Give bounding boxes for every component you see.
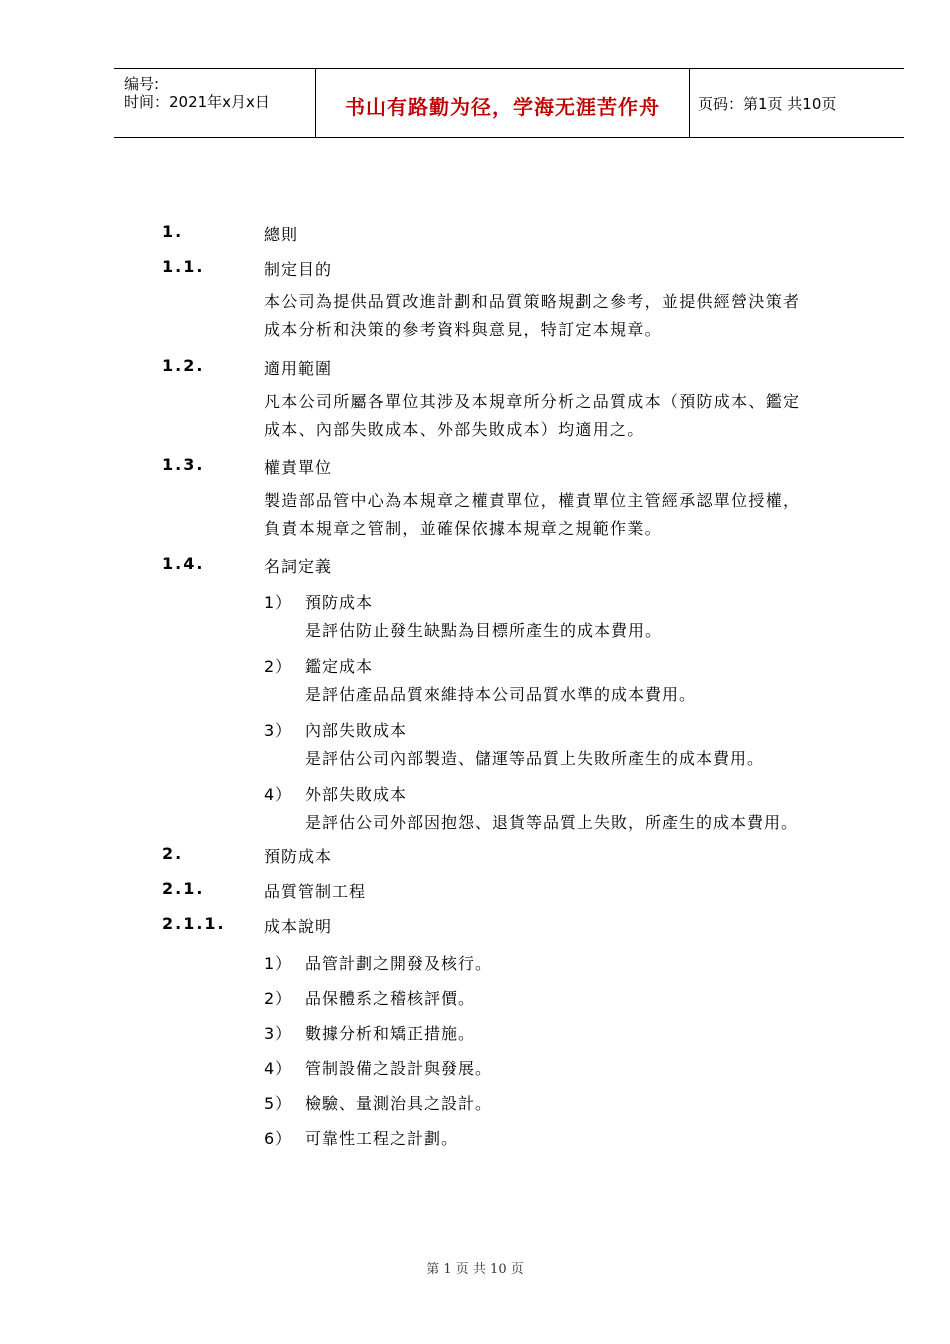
- section-title: 名詞定義: [264, 557, 333, 576]
- list-number: 6）: [264, 1129, 293, 1148]
- list-number: 4）: [264, 785, 293, 804]
- paragraph: [264, 487, 864, 543]
- serial-label: 编号:: [124, 75, 160, 93]
- paragraph-line: 本公司為提供品質改進計劃和品質策略規劃之參考，並提供經營決策者: [264, 292, 801, 311]
- section-number: 1.3.: [162, 455, 205, 474]
- section-number: 1.4.: [162, 554, 205, 573]
- page-header: [114, 68, 904, 138]
- list-text: 檢驗、量測治具之設計。: [305, 1094, 493, 1113]
- header-slogan-cell: [315, 69, 690, 137]
- list-number: 1）: [264, 593, 293, 612]
- definition-text: 是評估產品品質來維持本公司品質水準的成本費用。: [305, 685, 697, 704]
- section-number: 2.: [162, 844, 184, 863]
- term: 鑑定成本: [305, 657, 374, 676]
- page-footer: 第 1 页 共 10 页: [426, 1262, 524, 1277]
- list-text: 可靠性工程之計劃。: [305, 1129, 459, 1148]
- paragraph-line: 製造部品管中心為本規章之權責單位，權責單位主管經承認單位授權，: [264, 491, 801, 510]
- list-number: 4）: [264, 1059, 293, 1078]
- date-label: 时间：2021年x月x日: [124, 93, 270, 111]
- page-number-label: 页码：第1页 共10页: [698, 95, 837, 113]
- list-text: 管制設備之設計與發展。: [305, 1059, 493, 1078]
- section-number: 1.2.: [162, 356, 205, 375]
- paragraph-line: 成本、內部失敗成本、外部失敗成本）均適用之。: [264, 420, 645, 439]
- list-number: 5）: [264, 1094, 293, 1113]
- section-number: 1.: [162, 222, 184, 241]
- section-title: 品質管制工程: [264, 882, 367, 901]
- section-title: 適用範圍: [264, 359, 333, 378]
- section-title: 預防成本: [264, 847, 333, 866]
- list-text: 數據分析和矯正措施。: [305, 1024, 476, 1043]
- paragraph: [264, 388, 864, 444]
- section-number: 2.1.: [162, 879, 205, 898]
- definition-text: 是評估公司內部製造、儲運等品質上失敗所產生的成本費用。: [305, 749, 765, 768]
- section-number: 1.1.: [162, 257, 205, 276]
- paragraph-line: 成本分析和決策的參考資料與意見，特訂定本規章。: [264, 320, 662, 339]
- term: 預防成本: [305, 593, 374, 612]
- section-title: 權責單位: [264, 458, 333, 477]
- definition-text: 是評估防止發生缺點為目標所產生的成本費用。: [305, 621, 663, 640]
- section-title: 總則: [264, 225, 299, 244]
- list-number: 2）: [264, 989, 293, 1008]
- header-info-cell: [114, 69, 314, 137]
- list-text: 品保體系之稽核評價。: [305, 989, 476, 1008]
- slogan: 书山有路勤为径，学海无涯苦作舟: [345, 95, 660, 119]
- paragraph-line: 負責本規章之管制，並確保依據本規章之規範作業。: [264, 519, 662, 538]
- list-number: 3）: [264, 721, 293, 740]
- section-title: 制定目的: [264, 260, 333, 279]
- term: 外部失敗成本: [305, 785, 408, 804]
- list-number: 3）: [264, 1024, 293, 1043]
- paragraph-line: 凡本公司所屬各單位其涉及本規章所分析之品質成本（預防成本、鑑定: [264, 392, 801, 411]
- term: 內部失敗成本: [305, 721, 408, 740]
- paragraph: [264, 288, 864, 344]
- section-title: 成本說明: [264, 917, 333, 936]
- list-number: 2）: [264, 657, 293, 676]
- list-text: 品管計劃之開發及核行。: [305, 954, 493, 973]
- definition-text: 是評估公司外部因抱怨、退貨等品質上失敗，所產生的成本費用。: [305, 813, 799, 832]
- section-number: 2.1.1.: [162, 914, 226, 933]
- list-number: 1）: [264, 954, 293, 973]
